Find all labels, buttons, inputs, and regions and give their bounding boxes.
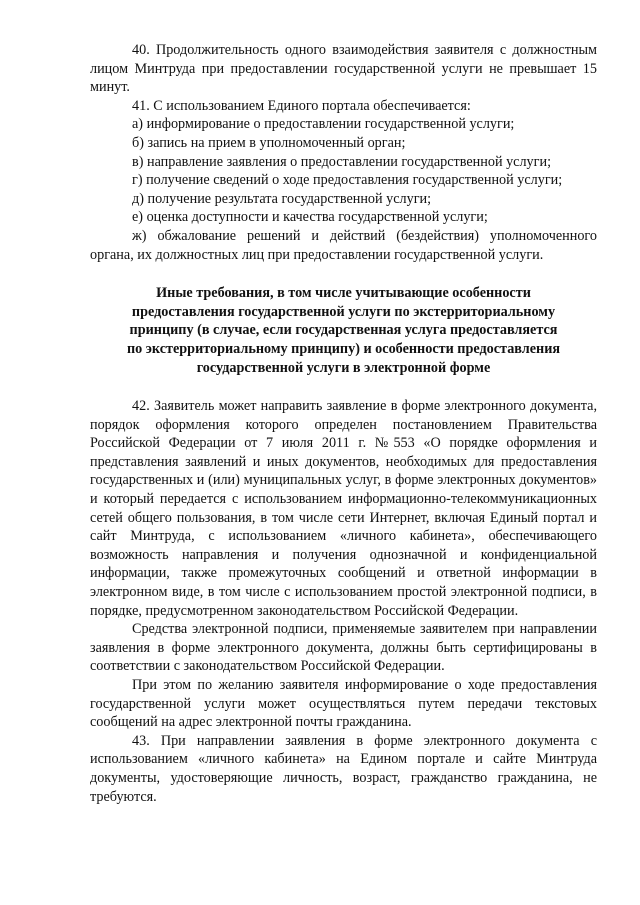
section-heading-line: принципу (в случае, если государственная услуга предоставляется: [129, 322, 558, 339]
list-item-zh: ж) обжалование решений и действий (бездействия) уполномоченного органа, их должностных лиц при предоставлении государственной услуги.: [90, 227, 597, 263]
list-item-e: е) оценка доступности и качества государственной услуги;: [132, 209, 488, 226]
paragraph-43: 43. При направлении заявления в форме электронного документа с использованием «личного кабинета» на Едином портале и сайте Минтруда документы, удостоверяющие личность, возраст, гражданство гражданина, не требуются.: [90, 732, 597, 805]
list-item-d: д) получение результата государственной услуги;: [132, 190, 432, 207]
section-heading-line: Иные требования, в том числе учитывающие особенности: [156, 285, 531, 302]
paragraph-41: 41. С использованием Единого портала обеспечивается:: [132, 97, 471, 114]
paragraph-40: 40. Продолжительность одного взаимодействия заявителя с должностным лицом Минтруда при предоставлении государственной услуги не превышает 15 минут.: [90, 42, 597, 96]
list-item-b: б) запись на прием в уполномоченный орган;: [132, 134, 406, 151]
section-heading-line: по экстерриториальному принципу) и особенности предоставления: [126, 340, 561, 357]
paragraph-electronic-signature: Средства электронной подписи, применяемые заявителем при направлении заявления в форме электронного документа, должны быть сертифицированы в соответствии с законодательством Российской Федерации.: [90, 621, 597, 675]
section-heading-line: государственной услуги в электронной форме: [196, 359, 491, 376]
paragraph-email-notification: При этом по желанию заявителя информирование о ходе предоставления государственной услуги может осуществляться путем передачи текстовых сообщений на адрес электронной почты гражданина.: [90, 677, 597, 731]
list-item-g: г) получение сведений о ходе предоставления государственной услуги;: [132, 172, 563, 189]
document-body: [90, 41, 597, 806]
list-item-v: в) направление заявления о предоставлении государственной услуги;: [132, 153, 552, 170]
list-item-a: а) информирование о предоставлении государственной услуги;: [132, 116, 515, 133]
section-heading: [100, 284, 587, 377]
paragraph-42: 42. Заявитель может направить заявление в форме электронного документа, порядок оформления которого определен постановлением Правительства Российской Федерации от 7 июля 2011 г. №553 «О порядке оформления и представления заявлений и иных документов, необходимых для предоставления государственных и (или) муниципальных услуг, в форме электронных документов» и который передается с использованием информационно-телекоммуникационных сетей общего пользования, в том числе сети Интернет, включая Единый портал и сайт Минтруда, с использованием «личного кабинета», обеспечивающего возможность направления и получения однозначной и конфиденциальной информации, также промежуточных сообщений и ответной информации в электронном виде, в том числе с использованием простой электронной подписи, в порядке, предусмотренном законодательством Российской Федерации.: [90, 398, 597, 619]
section-heading-line: предоставления государственной услуги по экстерриториальному: [131, 303, 556, 320]
